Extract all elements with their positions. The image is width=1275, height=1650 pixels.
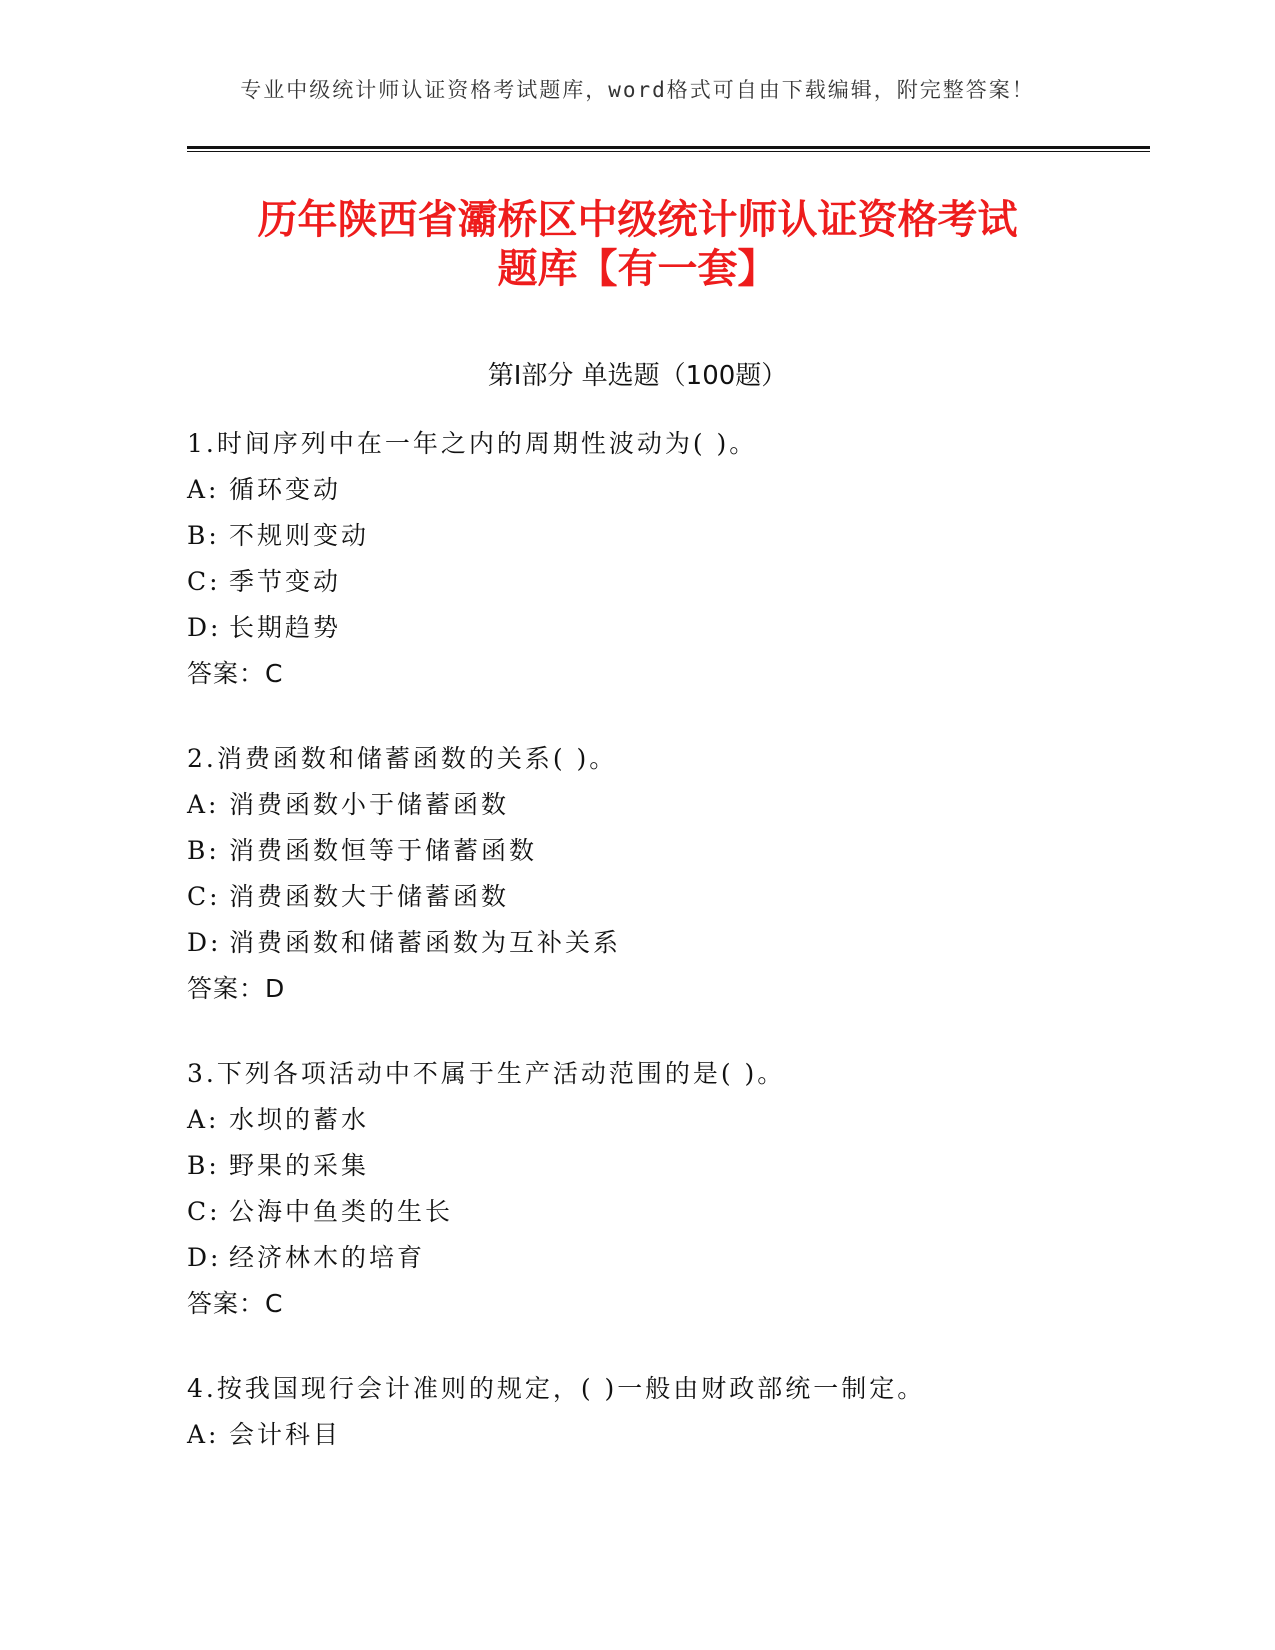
- answer: 答案：C: [187, 659, 284, 688]
- header-rule-thin: [187, 151, 1150, 152]
- option-letter: B:: [187, 1151, 220, 1180]
- question-2: [187, 736, 1147, 1012]
- question-3: [187, 1051, 1147, 1327]
- option-a: [187, 1097, 1147, 1143]
- question-stem: 4.按我国现行会计准则的规定，( )一般由财政部统一制定。: [187, 1374, 926, 1403]
- question-stem: 1.时间序列中在一年之内的周期性波动为( )。: [187, 429, 758, 458]
- option-text: 消费函数小于储蓄函数: [229, 790, 510, 819]
- option-letter: D:: [187, 928, 222, 957]
- question-stem: 3.下列各项活动中不属于生产活动范围的是( )。: [187, 1059, 786, 1088]
- option-letter: B:: [187, 836, 220, 865]
- option-d: [187, 920, 1147, 966]
- option-text: 长期趋势: [229, 613, 342, 642]
- option-letter: C:: [187, 882, 221, 911]
- option-letter: A:: [187, 790, 220, 819]
- option-letter: B:: [187, 521, 220, 550]
- question-1: [187, 421, 1147, 697]
- option-text: 公海中鱼类的生长: [229, 1197, 454, 1226]
- answer: 答案：D: [187, 974, 286, 1003]
- option-b: [187, 828, 1147, 874]
- answer: 答案：C: [187, 1289, 284, 1318]
- option-b: [187, 513, 1147, 559]
- option-letter: C:: [187, 567, 221, 596]
- document-title: [0, 196, 1275, 294]
- option-d: [187, 605, 1147, 651]
- question-4: [187, 1366, 1147, 1458]
- option-letter: C:: [187, 1197, 221, 1226]
- option-text: 经济林木的培育: [229, 1243, 426, 1272]
- option-a: [187, 467, 1147, 513]
- section-heading: 第Ⅰ部分 单选题（100题）: [487, 361, 788, 391]
- option-letter: A:: [187, 1420, 220, 1449]
- option-a: [187, 1412, 1147, 1458]
- question-stem: 2.消费函数和储蓄函数的关系( )。: [187, 744, 618, 773]
- option-text: 不规则变动: [229, 521, 370, 550]
- title-line-2: 题库【有一套】: [497, 246, 778, 292]
- header-note: 专业中级统计师认证资格考试题库，word格式可自由下载编辑，附完整答案！: [240, 78, 1035, 102]
- option-c: [187, 559, 1147, 605]
- title-line-1: 历年陕西省灞桥区中级统计师认证资格考试: [257, 197, 1018, 243]
- option-a: [187, 782, 1147, 828]
- option-letter: A:: [187, 475, 220, 504]
- option-b: [187, 1143, 1147, 1189]
- option-text: 水坝的蓄水: [229, 1105, 370, 1134]
- header-rule-thick: [187, 146, 1150, 149]
- option-text: 野果的采集: [229, 1151, 370, 1180]
- option-text: 季节变动: [229, 567, 342, 596]
- option-letter: D:: [187, 613, 222, 642]
- option-c: [187, 874, 1147, 920]
- option-text: 会计科目: [229, 1420, 342, 1449]
- option-text: 消费函数恒等于储蓄函数: [229, 836, 538, 865]
- option-letter: A:: [187, 1105, 220, 1134]
- option-letter: D:: [187, 1243, 222, 1272]
- option-c: [187, 1189, 1147, 1235]
- option-d: [187, 1235, 1147, 1281]
- option-text: 循环变动: [229, 475, 342, 504]
- option-text: 消费函数大于储蓄函数: [229, 882, 510, 911]
- option-text: 消费函数和储蓄函数为互补关系: [229, 928, 622, 957]
